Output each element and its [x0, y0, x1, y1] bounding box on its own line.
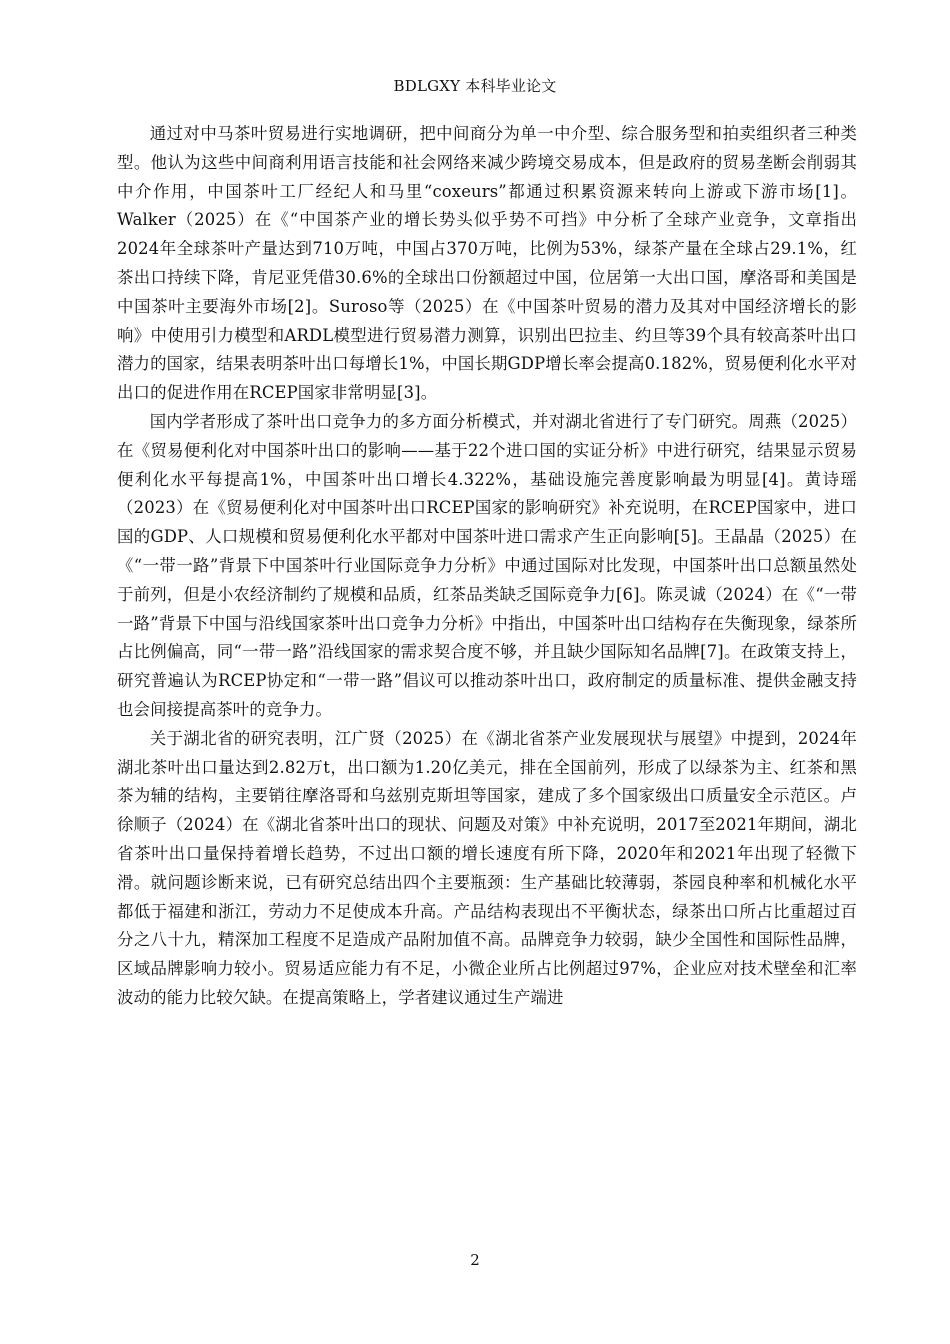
page-number: 2	[470, 1251, 480, 1269]
paragraph-3: 关于湖北省的研究表明，江广贤（2025）在《湖北省茶产业发展现状与展望》中提到，2024年湖北茶叶出口量达到2.82万t，出口额为1.20亿美元，排在全国前列，形成了以绿茶为主、红茶和黑茶为辅的结构，主要销往摩洛哥和乌兹别克斯坦等国家，建成了多个国家级出口质量安全示范区。卢徐顺子（2024）在《湖北省茶叶出口的现状、问题及对策》中补充说明，2017至2021年期间，湖北省茶叶出口量保持着增长趋势，不过出口额的增长速度有所下降，2020年和2021年出现了轻微下滑。就问题诊断来说，已有研究总结出四个主要瓶颈：生产基础比较薄弱，茶园良种率和机械化水平都低于福建和浙江，劳动力不足使成本升高。产品结构表现出不平衡状态，绿茶出口所占比重超过百分之八十九，精深加工程度不足造成产品附加值不高。品牌竞争力较弱，缺少全国性和国际性品牌，区域品牌影响力较小。贸易适应能力有不足，小微企业所占比例超过97%，企业应对技术壁垒和汇率波动的能力比较欠缺。在提高策略上，学者建议通过生产端进	[117, 728, 857, 1007]
body-text	[117, 120, 857, 1013]
header-rule	[117, 103, 857, 104]
paragraph-1: 通过对中马茶叶贸易进行实地调研，把中间商分为单一中介型、综合服务型和拍卖组织者三种类型。他认为这些中间商利用语言技能和社会网络来减少跨境交易成本，但是政府的贸易垄断会削弱其中介作用，中国茶叶工厂经纪人和马里“coxeurs”都通过积累资源来转向上游或下游市场[1]。Walker（2025）在《“中国茶产业的增长势头似乎势不可挡》中分析了全球产业竞争，文章指出2024年全球茶叶产量达到710万吨，中国占370万吨，比例为53%，绿茶产量在全球占29.1%，红茶出口持续下降，肯尼亚凭借30.6%的全球出口份额超过中国，位居第一大出口国，摩洛哥和美国是中国茶叶主要海外市场[2]。Suroso等（2025）在《中国茶叶贸易的潜力及其对中国经济增长的影响》中使用引力模型和ARDL模型进行贸易潜力测算，识别出巴拉圭、约旦等39个具有较高茶叶出口潜力的国家，结果表明茶叶出口每增长1%，中国长期GDP增长率会提高0.182%，贸易便利化水平对出口的促进作用在RCEP国家非常明显[3]。	[117, 124, 857, 403]
paragraph-2: 国内学者形成了茶叶出口竞争力的多方面分析模式，并对湖北省进行了专门研究。周燕（2025）在《贸易便利化对中国茶叶出口的影响——基于22个进口国的实证分析》中进行研究，结果显示贸易便利化水平每提高1%，中国茶叶出口增长4.322%，基础设施完善度影响最为明显[4]。黄诗瑶（2023）在《贸易便利化对中国茶叶出口RCEP国家的影响研究》补充说明，在RCEP国家中，进口国的GDP、人口规模和贸易便利化水平都对中国茶叶进口需求产生正向影响[5]。王晶晶（2025）在《“一带一路”背景下中国茶叶行业国际竞争力分析》中通过国际对比发现，中国茶叶出口总额虽然处于前列，但是小农经济制约了规模和品质，红茶品类缺乏国际竞争力[6]。陈灵诚（2024）在《“一带一路”背景下中国与沿线国家茶叶出口竞争力分析》中指出，中国茶叶出口结构存在失衡现象，绿茶所占比例偏高，同“一带一路”沿线国家的需求契合度不够，并且缺少国际知名品牌[7]。在政策支持上，研究普遍认为RCEP协定和“一带一路”倡议可以推动茶叶出口，政府制定的质量标准、提供金融支持也会间接提高茶叶的竞争力。	[117, 411, 857, 719]
running-header: BDLGXY 本科毕业论文	[393, 77, 557, 95]
